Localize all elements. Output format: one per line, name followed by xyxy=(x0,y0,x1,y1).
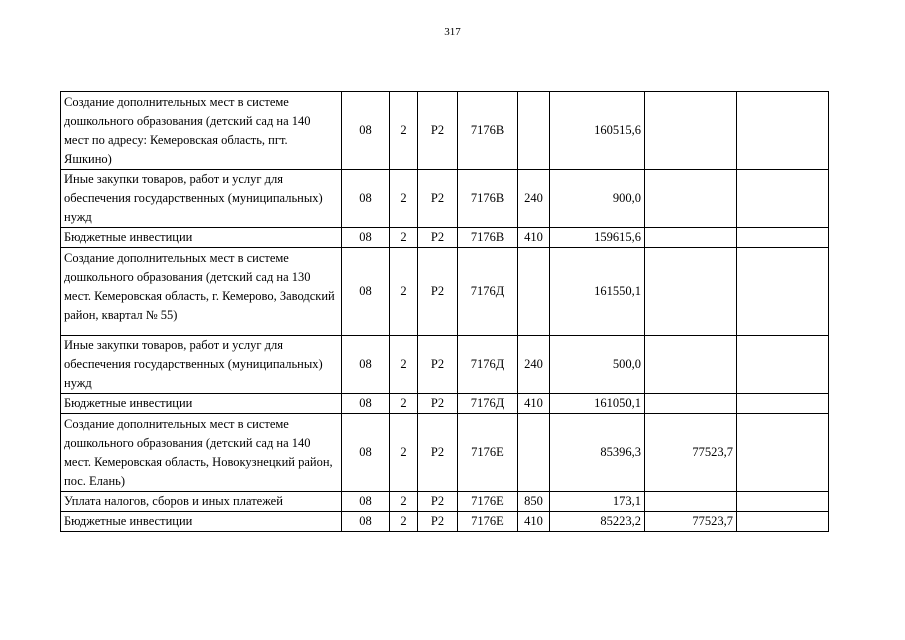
row-program: P2 xyxy=(418,336,458,394)
row-program: P2 xyxy=(418,92,458,170)
row-amount3 xyxy=(737,170,829,228)
row-amount: 159615,6 xyxy=(550,228,645,248)
row-name: Бюджетные инвестиции xyxy=(61,512,342,532)
row-name: Иные закупки товаров, работ и услуг для обеспечения государственных (муниципальных) нужд xyxy=(61,170,342,228)
row-code: 7176Д xyxy=(458,336,518,394)
row-amount3 xyxy=(737,512,829,532)
row-amount: 900,0 xyxy=(550,170,645,228)
row-code: 7176В xyxy=(458,170,518,228)
row-code: 7176Д xyxy=(458,248,518,336)
row-code: 7176Д xyxy=(458,394,518,414)
row-amount3 xyxy=(737,228,829,248)
row-program: P2 xyxy=(418,394,458,414)
row-amount3 xyxy=(737,248,829,336)
row-code: 7176Е xyxy=(458,492,518,512)
row-program: P2 xyxy=(418,170,458,228)
row-code: 7176Е xyxy=(458,414,518,492)
row-name: Иные закупки товаров, работ и услуг для обеспечения государственных (муниципальных) нужд xyxy=(61,336,342,394)
row-amount: 161550,1 xyxy=(550,248,645,336)
table-row xyxy=(61,492,829,512)
row-name: Создание дополнительных мест в системе дошкольного образования (детский сад на 140 мест. Кемеровская область, Новокузнецкий район, пос. Елань) xyxy=(61,414,342,492)
row-amount2 xyxy=(645,248,737,336)
row-program: P2 xyxy=(418,492,458,512)
row-type: 240 xyxy=(518,170,550,228)
row-amount3 xyxy=(737,336,829,394)
row-name: Создание дополнительных мест в системе дошкольного образования (детский сад на 130 мест. Кемеровская область, г. Кемерово, Заводский район, квартал № 55) xyxy=(61,248,342,336)
row-subsection: 2 xyxy=(390,170,418,228)
table-row xyxy=(61,248,829,336)
row-program: P2 xyxy=(418,414,458,492)
row-amount: 173,1 xyxy=(550,492,645,512)
row-section: 08 xyxy=(342,92,390,170)
row-name: Создание дополнительных мест в системе дошкольного образования (детский сад на 140 мест по адресу: Кемеровская область, пгт. Яшкино) xyxy=(61,92,342,170)
row-subsection: 2 xyxy=(390,248,418,336)
row-type: 410 xyxy=(518,512,550,532)
row-amount: 161050,1 xyxy=(550,394,645,414)
row-type xyxy=(518,248,550,336)
table-row xyxy=(61,414,829,492)
row-code: 7176В xyxy=(458,92,518,170)
row-code: 7176В xyxy=(458,228,518,248)
row-type xyxy=(518,92,550,170)
row-subsection: 2 xyxy=(390,414,418,492)
row-section: 08 xyxy=(342,170,390,228)
row-type: 850 xyxy=(518,492,550,512)
row-type: 240 xyxy=(518,336,550,394)
row-amount2 xyxy=(645,92,737,170)
row-amount2: 77523,7 xyxy=(645,512,737,532)
row-type: 410 xyxy=(518,228,550,248)
table-row xyxy=(61,170,829,228)
row-code: 7176Е xyxy=(458,512,518,532)
row-section: 08 xyxy=(342,248,390,336)
budget-table xyxy=(60,91,829,532)
table-row xyxy=(61,336,829,394)
row-section: 08 xyxy=(342,492,390,512)
row-section: 08 xyxy=(342,512,390,532)
row-amount2 xyxy=(645,228,737,248)
row-amount: 85223,2 xyxy=(550,512,645,532)
row-amount2 xyxy=(645,170,737,228)
row-program: P2 xyxy=(418,512,458,532)
row-name: Бюджетные инвестиции xyxy=(61,228,342,248)
row-name: Бюджетные инвестиции xyxy=(61,394,342,414)
row-amount3 xyxy=(737,92,829,170)
row-amount: 85396,3 xyxy=(550,414,645,492)
row-subsection: 2 xyxy=(390,394,418,414)
row-section: 08 xyxy=(342,228,390,248)
row-subsection: 2 xyxy=(390,336,418,394)
row-subsection: 2 xyxy=(390,492,418,512)
row-amount3 xyxy=(737,394,829,414)
row-subsection: 2 xyxy=(390,512,418,532)
row-amount: 160515,6 xyxy=(550,92,645,170)
table-row xyxy=(61,228,829,248)
row-program: P2 xyxy=(418,248,458,336)
row-subsection: 2 xyxy=(390,228,418,248)
row-section: 08 xyxy=(342,414,390,492)
row-amount2: 77523,7 xyxy=(645,414,737,492)
table-row xyxy=(61,512,829,532)
row-subsection: 2 xyxy=(390,92,418,170)
row-type xyxy=(518,414,550,492)
row-section: 08 xyxy=(342,394,390,414)
row-amount3 xyxy=(737,414,829,492)
page-number: 317 xyxy=(444,26,461,38)
row-section: 08 xyxy=(342,336,390,394)
row-program: P2 xyxy=(418,228,458,248)
row-amount2 xyxy=(645,394,737,414)
row-amount2 xyxy=(645,336,737,394)
table-row xyxy=(61,92,829,170)
row-amount: 500,0 xyxy=(550,336,645,394)
table-row xyxy=(61,394,829,414)
row-name: Уплата налогов, сборов и иных платежей xyxy=(61,492,342,512)
row-type: 410 xyxy=(518,394,550,414)
row-amount3 xyxy=(737,492,829,512)
row-amount2 xyxy=(645,492,737,512)
